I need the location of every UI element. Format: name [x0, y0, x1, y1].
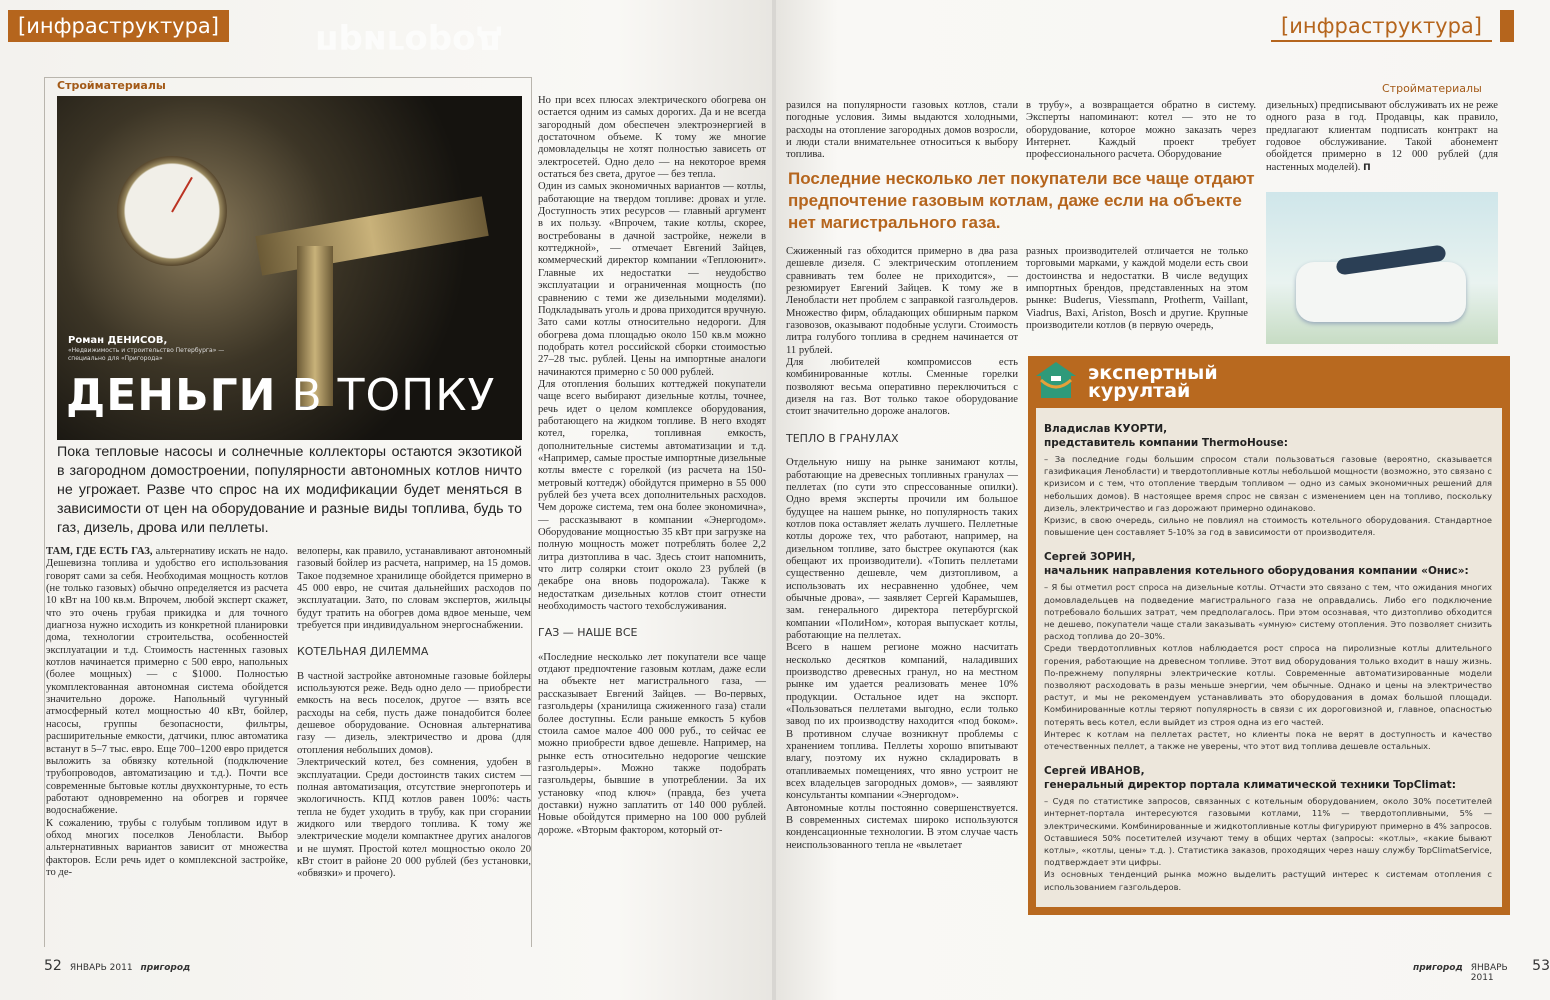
- author-name: Роман ДЕНИСОВ,: [68, 335, 168, 346]
- end-mark: П: [1363, 162, 1371, 173]
- page-number: 52: [44, 958, 62, 974]
- issue-date: ЯНВАРЬ 2011: [69, 963, 133, 973]
- panel-title: курултай: [1088, 380, 1191, 402]
- pull-quote: Последние несколько лет покупатели все чаще отдают предпочтение газовым котлам, даже если на объекте нет магистрального газа.: [788, 169, 1255, 232]
- expert-paragraph: Кризис, в свою очередь, сильно не повлиял на стоимость котельного оборудования. Стандартное повышение цен составляет 5-10% за год в зависимости от производителя.: [1044, 515, 1492, 538]
- right-top-column-1: разился на популярности газовых котлов, стали погодные условия. Зимы выдаются холодными, расходы на отопление загородных домов возросли, и люди стали внимательнее относиться к выбору топлива.: [786, 100, 1018, 161]
- pressure-gauge-icon: [117, 156, 227, 266]
- expert-quote: [1044, 422, 1492, 538]
- house-icon: [1034, 360, 1078, 400]
- expert-paragraph: – За последние годы большим спросом стали пользоваться газовые (вероятно, сказывается газификация Ленобласти) и твердотопливные котлы небольшой мощности (возможно, это связано с кризисом и с тем, что отопление твердым топливом — одно из самых экономичных решений для небольших домов). В настоящее время спрос не связан с изменением цен на топливо, поскольку дизель, электричество и газ дорожают примерно одинаково.: [1044, 454, 1492, 513]
- panel-title: экспертный: [1088, 362, 1218, 384]
- expert-paragraph: – Судя по статистике запросов, связанных с котельным оборудованием, около 30% посетителей интернет-портала интересуются газовыми котлами, 11% — твердотопливными, 5% — электрическими. Комбинированные и жидкотопливные котлы фигурируют примерно в 4% запросов. Оставшиеся 50% посетителей изучают тему в общих чертах (запросы: «котлы», «какие бывают котлы», «котлы, цены» т.д. ). Статистика заказов, проходящих через нашу службу TopClimatService, подтверждает эти цифры.: [1044, 796, 1492, 868]
- ghost-logo: пригород: [315, 22, 503, 62]
- expert-paragraph: Интерес к котлам на пеллетах растет, но клиенты пока не верят в доступность и качество отечественных пеллет, а также не уверены, что этот вид топлива дешевле остальных.: [1044, 728, 1492, 752]
- article-title: ДЕНЬГИ В ТОПКУ: [66, 370, 496, 421]
- issue-date: ЯНВАРЬ 2011: [1470, 963, 1508, 983]
- page-number: 53: [1532, 958, 1550, 974]
- subheading: ГАЗ — НАШЕ ВСЕ: [538, 626, 638, 640]
- expert-paragraph: Среди твердотопливных котлов наблюдается рост спроса на пиролизные котлы длительного горения, работающие на древесном топливе. Этот вид оборудования только входит в нашу жизнь. По-прежнему популярны электрические котлы. Современные автоматизированные модели позволяют расходовать в разы меньше энергии, чем обычные. Однако и цены на электричество растут, и мы не рекомендуем устанавливать это оборудования в домах большой площади. Комбинированные котлы теряют популярность в связи с их дороговизной и, главное, опасностью потерять весь котел, если выйдет из строя одна из его частей.: [1044, 643, 1492, 727]
- right-top-column-2: в трубу», а возвращается обратно в систему. Эксперты напоминают: котел — это не то оборудование, которое можно заказать через Интернет. Каждый проект требует профессионального расчета. Оборудование: [1026, 100, 1256, 161]
- author-credit: [68, 328, 224, 363]
- expert-name: Владислав КУОРТИ,: [1044, 423, 1168, 435]
- rubric-label: [инфраструктура]: [8, 10, 229, 42]
- expert-paragraph: – Я бы отметил рост спроса на дизельные котлы. Отчасти это связано с тем, что ожидания многих домовладельцев на подведение магистрального газа не оправдались. Либо его подключение потребовало больших затрат, чем предполагалось. При этом осознавая, что дизтопливо обходится не дешево, покупатели чаще стали заказывать «умную» систему отопления. Это позволяет снизить расход топлива до 20–30%.: [1044, 582, 1492, 642]
- expert-quote: [1044, 550, 1492, 752]
- expert-panel: [1028, 356, 1510, 915]
- section-label: Стройматериалы: [57, 79, 166, 92]
- expert-name: Сергей ИВАНОВ,: [1044, 765, 1145, 778]
- expert-list: [1036, 408, 1502, 907]
- magazine-logo: пригород: [140, 963, 191, 973]
- text-column-2: велоперы, как правило, устанавливают автономный газовый бойлер из расчета, например, на 15 домов. Такое подземное хранилище обойдется примерно в 45 000 евро, не считая дальнейших расходов по эксплуатации. Зато, по словам экспертов, жильцы будут тратить на обогрев дома вдвое меньше, чем требуется при индивидуальном энергоснабжении. КОТЕЛЬНАЯ ДИЛЕММА В частной застройке автономные газовые бойлеры используются реже. Ведь одно дело — приобрести емкость на весь поселок, другое — взять все расходы на себя, пусть даже понадобится более дешевое оборудование. Основная альтернатива газу — дизель, электричество и дрова (для отопления небольших домов). Электрический котел, без сомнения, удобен в эксплуатации. Среди достоинств таких систем — полная автоматизация, отсутствие энергопотерь и экологичность. КПД котлов равен 100%: часть тепла не будет уходить в трубу, как при сгорании жидкого или твердого топлива. К тому же электрические модели компактнее других аналогов и не шумят. Простой котел мощностью около 20 кВт стоит в районе 20 000 рублей (без установки, «обвязки» и прочего).: [297, 546, 531, 880]
- expert-role: начальник направления котельного оборудования компании «Онис»:: [1044, 565, 1469, 578]
- expert-role: генеральный директор портала климатической техники TopClimat:: [1044, 779, 1456, 792]
- expert-quote: [1044, 764, 1492, 893]
- expert-role: представитель компании ThermoHouse:: [1044, 437, 1288, 449]
- subheading: ТЕПЛО В ГРАНУЛАХ: [786, 431, 899, 445]
- right-column-1: Сжиженный газ обходится примерно в два раза дешевле дизеля. С электрическим отоплением сравнивать тем более не приходится», — резюмирует Евгений Зайцев. К тому же в Ленобласти нет проблем с заправкой газгольдеров. Множество фирм, обладающих обширным парком газовозов, оказывают подобные услуги. Стоимость литра голубого топлива в среднем начинается от 11 рублей. Для любителей компромиссов есть комбинированные котлы. Сменные горелки позволяют весьма оперативно переключиться с дизеля на газ. Вот только такое оборудование стоит значительно дороже аналогов. ТЕПЛО В ГРАНУЛАХ Отдельную нишу на рынке занимают котлы, работающие на древесных топливных гранулах — пеллетах (по сути это спрессованные опилки). Одно время эксперты прочили им большое будущее на нашем рынке, но популярность таких котлов пока оставляет желать лучшего. Пеллетные котлы дороже тех, что работают, например, на дизельном топливе, зато быстрее окупаются (как обещают их производители). «Топить пеллетами существенно дешевле, чем дизтопливом, а использовать их несравненно удобнее, чем обычные дрова», — заявляет Сергей Карамышев, зам. генерального директора петербургской компании «ПолиНом», которая выпускает котлы, работающие на пеллетах. Всего в нашем регионе можно насчитать несколько десятков компаний, наладивших производство древесных гранул, но на местном рынке им удается реализовать менее 10% продукции. Остальное идет на экспорт. «Пользоваться пеллетами выгодно, если только завод по их производству находится «под боком». В противном случае возникнут проблемы с хранением топлива. Пеллеты хорошо впитывают влагу, поэтому их нужно складировать в отапливаемых помещениях, что явно устроит не всех владельцев загородных домов», — заявляют консультанты компании «Энергодом». Автономные котлы постоянно совершенствуется. В современных системах широко используются конденсационные технологии. В этом случае часть неиспользованного тепла не «вылетает: [786, 246, 1018, 851]
- article-lead: Пока тепловые насосы и солнечные коллекторы остаются экзотикой в загородном домостроении, популярности автономных котлов ничто не угрожает. Разве что спрос на их модификации будет меняться в зависимости от цен на оборудование и разные виды топлива, будь то газ, дизель, дрова или пеллеты.: [57, 444, 522, 536]
- author-note: специально для «Пригорода»: [68, 355, 163, 362]
- expert-name: Сергей ЗОРИН,: [1044, 551, 1136, 564]
- text-column-1: ТАМ, ГДЕ ЕСТЬ ГАЗ, альтернативу искать не надо. Дешевизна топлива и удобство его использования говорят сами за себя. Необходимая мощность котлов (не только газовых) обычно определяется из расчета 10 кВт на 100 кв.м. Впрочем, любой эксперт скажет, что это очень грубая прикидка и для точного диагноза нужно исходить из конкретной планировки дома, технологии строительства, особенностей эксплуатации и т.д. Стоимость настенных газовых котлов начинается примерно с 500 евро, напольных (более мощных) — с $1000. Полностью укомплектованная автономная система обойдется значительно дороже. Напольный чугунный атмосферный котел мощностью 40 кВт, бойлер, насосы, группы безопасности, фильтры, расширительные емкости, датчики, плюс автоматика встанут в 5–7 тыс. евро. Еще 700–1200 евро придется выложить за обвязку котельной (подключение трубопроводов, автоматизацию и т.д.). Почти все современные бытовые котлы двухконтурные, то есть работают одновременно на обогрев и горячее водоснабжение. К сожалению, трубы с голубым топливом идут в обход многих поселков Ленобласти. Выбор альтернативных вариантов зависит от множества факторов. Если речь идет о комплексной застройке, то де-: [46, 546, 288, 878]
- author-note: «Недвижимость и строительство Петербурга» —: [68, 347, 225, 354]
- rubric-label: [инфраструктура]: [1271, 10, 1492, 42]
- relaxing-on-sofa-photo: [1266, 192, 1498, 344]
- rubric-marker: [1500, 10, 1514, 42]
- page-footer: [1413, 958, 1550, 983]
- text-column-3: Но при всех плюсах электрического обогрева он остается одним из самых дорогих. Да и не всегда загородный дом обеспечен электроэнергией в достаточном объеме. К тому же многие домовладельцы не хотят полностью зависеть от электросетей. Одно дело — на некоторое время остаться без света, другое — без тепла. Один из самых экономичных вариантов — котлы, работающие на твердом топливе: дровах и угле. Доступность этих ресурсов — главный аргумент в их пользу. «Впрочем, такие котлы, скорее, востребованы в дачной застройке, нежели в коттеджной», — отмечает Евгений Зайцев, коммерческий директор компании «Теплоюнит». Главные их недостатки — неудобство эксплуатации и ограниченная мощность (по сравнению с теми же дизельными моделями). Подкладывать уголь и дрова приходится вручную. Зато сами котлы относительно недороги. Для обогрева дома площадью около 150 кв.м можно подобрать котел российской сборки стоимостью 27–28 тыс. рублей. Цены на импортные аналоги начинаются примерно с 50 000 рублей. Для отопления больших коттеджей покупатели чаще всего выбирают дизельные котлы, точнее, речь идет о целом комплексе оборудования, работающего на жидком топливе. В него входят котел, горелка, топливная емкость, дополнительные системы автоматизации и т.д. «Например, самые простые импортные дизельные котлы вместе с горелкой (из расчета на 150-метровый коттедж) обойдутся примерно в 55 000 рублей без учета всех дополнительных расходов. Чем дороже система, тем она более экономична», — рассказывают в компании «Энергодом». Оборудование мощностью 35 кВт при загрузке на полную мощность может потреблять более 2,2 литра дизтоплива в час. Здесь стоит напомнить, что литр солярки стоит около 23 рублей (в декабре она вновь подорожала). Также к недостаткам дизельных котлов стоит отнести необходимость частого техобслуживания. ГАЗ — НАШЕ ВСЕ «Последние несколько лет покупатели все чаще отдают предпочтение газовым котлам, даже если на объекте нет магистрального газа, — рассказывает Евгений Зайцев. — Во-первых, газгольдеры (хранилища сжиженного газа) стали более доступны. Если раньше емкость 5 кубов стоила самое малое 400 000 руб., то сейчас ее можно приобрести вдвое дешевле. Например, на рынке есть относительно недорогие чешские газгольдеры». Можно также подобрать газгольдеры, бывшие в употреблении. За их установку «под ключ» (правда, без учета доставки) нужно заплатить от 140 000 рублей. Новые обойдутся примерно на 100 000 рублей дороже. «Вторым фактором, который от-: [538, 95, 766, 836]
- section-label: Стройматериалы: [1382, 82, 1482, 95]
- subheading: КОТЕЛЬНАЯ ДИЛЕММА: [297, 645, 429, 659]
- left-page: [0, 0, 772, 1000]
- page-footer: [44, 958, 190, 974]
- magazine-logo: пригород: [1413, 963, 1463, 973]
- expert-paragraph: Из основных тенденций рынка можно выделить растущий интерес к системам отопления с использованием газгольдеров.: [1044, 869, 1492, 892]
- right-top-column-3: дизельных) предписывают обслуживать их не реже одного раза в год. Продавцы, как правило, предлагают клиентам подписать контракт на годовое обслуживание. Такой абонемент обойдется примерно в 12 000 рублей (для настенных моделей). П: [1266, 100, 1498, 173]
- right-column-2: разных производителей отличается не только торговыми марками, у каждой модели есть свои достоинства и недостатки. В числе ведущих импортных брендов, представленных на этом рынке: Buderus, Viessmann, Protherm, Vaillant, Viadrus, Baxi, Ariston, Bosch и другие. Крупные производители котлов (в первую очередь,: [1026, 246, 1248, 332]
